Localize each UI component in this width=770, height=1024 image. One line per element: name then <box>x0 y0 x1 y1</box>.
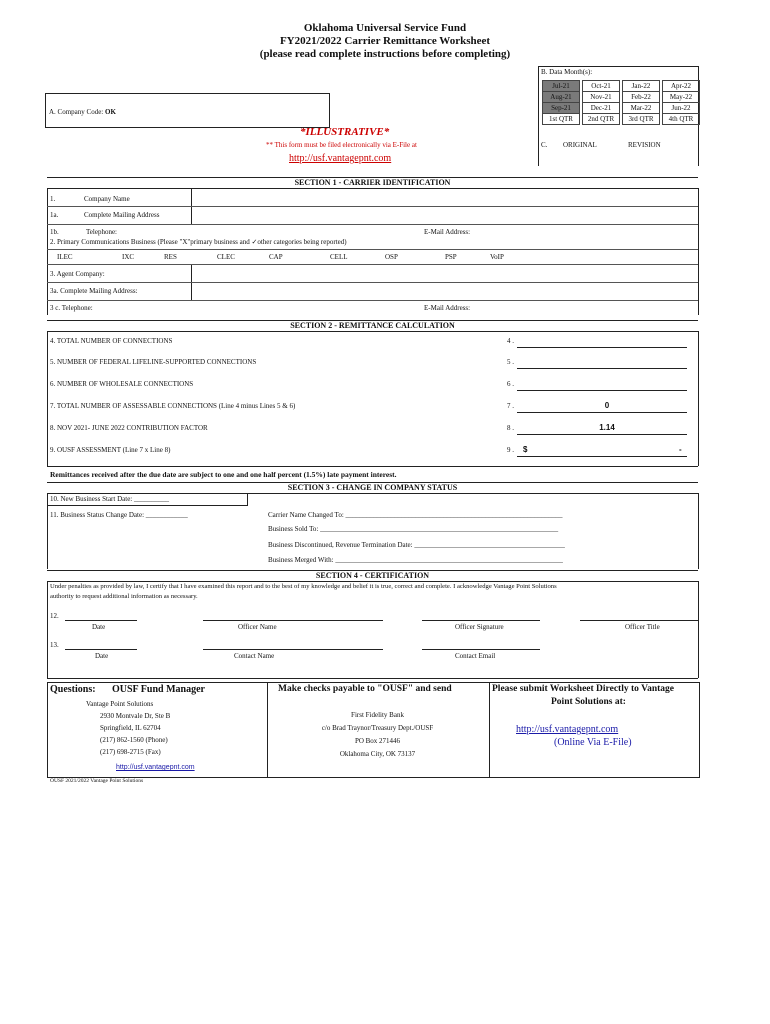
form-id: OUSF 2021/2022 Vantage Point Solutions <box>50 778 144 784</box>
row12-number: 12. <box>50 612 59 620</box>
primary-business-label: 2. Primary Communications Business (Please "X"primary business and ✓other categories being reported) <box>50 238 347 246</box>
category-clec[interactable]: CLEC <box>217 253 235 261</box>
submit-title-2: Point Solutions at: <box>551 697 626 707</box>
month-cell[interactable]: 1st QTR <box>542 113 580 125</box>
section4-bottom <box>47 678 698 679</box>
efile-note: ** This form must be filed electronically via E-File at <box>266 141 417 149</box>
line-label: 6. NUMBER OF WHOLESALE CONNECTIONS <box>50 380 194 388</box>
category-ixc[interactable]: IXC <box>122 253 135 261</box>
carrier-name-changed-field[interactable]: Carrier Name Changed To: ______________________________________________________________ <box>268 511 563 519</box>
section4-right-border <box>698 581 699 678</box>
questions-label: Questions: <box>50 684 96 695</box>
data-months-grid <box>542 80 698 132</box>
dot-leader <box>47 345 487 346</box>
month-cell[interactable]: Aug-21 <box>542 91 580 103</box>
bank-address-line: PO Box 271446 <box>354 737 401 745</box>
contact-date-line <box>65 649 137 650</box>
category-osp[interactable]: OSP <box>385 253 398 261</box>
email-label: E-Mail Address: <box>424 228 471 236</box>
section3-rule-v <box>247 493 248 506</box>
dot-leader <box>47 388 487 389</box>
date-line <box>65 620 137 621</box>
status-change-date-field[interactable]: 11. Business Status Change Date: ____________ <box>50 511 188 519</box>
month-cell[interactable]: May-22 <box>662 91 700 103</box>
line-number: 4 . <box>507 337 514 345</box>
value-line <box>517 390 687 391</box>
value-line <box>517 368 687 369</box>
line-value-input[interactable]: 1.14 <box>599 423 615 432</box>
original-option[interactable]: ORIGINAL <box>563 141 597 149</box>
month-cell[interactable]: Jan-22 <box>622 80 660 92</box>
months-top-border <box>538 66 698 67</box>
row1b-number: 1b. <box>50 228 59 236</box>
value-line <box>517 347 687 348</box>
line-number: 7 . <box>507 402 514 410</box>
business-merged-field[interactable]: Business Merged With: _________________________________________________________________ <box>268 556 563 564</box>
line-number: 9 . <box>507 446 514 454</box>
category-psp[interactable]: PSP <box>445 253 457 261</box>
dot-leader <box>47 454 487 455</box>
agent-company-input[interactable] <box>192 265 698 281</box>
late-payment-note: Remittances received after the due date are subject to one and one half percent (1.5%) late payment interest. <box>50 470 397 479</box>
revision-option[interactable]: REVISION <box>628 141 661 149</box>
new-business-date-field[interactable]: 10. New Business Start Date: __________ <box>50 495 169 503</box>
line-label: 4. TOTAL NUMBER OF CONNECTIONS <box>50 337 173 345</box>
vps-address-line: Vantage Point Solutions <box>86 700 154 708</box>
officer-signature-line <box>422 620 540 621</box>
section3-right-border <box>698 493 699 569</box>
section4-left-border <box>47 581 48 678</box>
dot-leader <box>47 366 487 367</box>
agent-address-label: 3a. Complete Mailing Address: <box>50 287 138 295</box>
months-left-border <box>538 66 539 166</box>
month-cell[interactable]: Nov-21 <box>582 91 620 103</box>
month-cell[interactable]: Sep-21 <box>542 102 580 114</box>
line-number: 6 . <box>507 380 514 388</box>
submit-note: (Online Via E-File) <box>554 737 632 748</box>
section2-title: SECTION 2 - REMITTANCE CALCULATION <box>47 320 698 332</box>
month-cell[interactable]: 2nd QTR <box>582 113 620 125</box>
row1-number: 1. <box>50 195 56 203</box>
illustrative-stamp: *ILLUSTRATIVE* <box>300 126 390 138</box>
fund-manager-label: OUSF Fund Manager <box>112 684 205 695</box>
dot-leader <box>47 432 487 433</box>
month-cell[interactable]: 4th QTR <box>662 113 700 125</box>
month-cell[interactable]: Apr-22 <box>662 80 700 92</box>
category-cap[interactable]: CAP <box>269 253 283 261</box>
section1-title: SECTION 1 - CARRIER IDENTIFICATION <box>47 177 698 189</box>
sig-date-label[interactable]: Date <box>92 623 106 631</box>
bank-address-line: Oklahoma City, OK 73137 <box>339 750 416 758</box>
c-label: C. <box>541 141 548 149</box>
form-title: Oklahoma Universal Service Fund <box>303 22 467 34</box>
month-cell[interactable]: Mar-22 <box>622 102 660 114</box>
mailing-address-input[interactable] <box>192 207 698 223</box>
contact-email-label[interactable]: Contact Email <box>455 652 496 660</box>
vps-link[interactable]: http://usf.vantagepnt.com <box>116 764 195 771</box>
row-line <box>47 224 698 225</box>
category-voip[interactable]: VoIP <box>490 253 504 261</box>
month-cell[interactable]: 3rd QTR <box>622 113 660 125</box>
section3-rule <box>47 505 247 506</box>
row-line <box>47 249 698 250</box>
month-cell[interactable]: Jul-21 <box>542 80 580 92</box>
line-label: 8. NOV 2021- JUNE 2022 CONTRIBUTION FACTOR <box>50 424 208 432</box>
submit-link[interactable]: http://usf.vantagepnt.com <box>516 724 619 735</box>
remittance-lines <box>47 331 698 466</box>
form-instructions-note: (please read complete instructions before completing) <box>259 48 511 60</box>
section4-title: SECTION 4 - CERTIFICATION <box>47 570 698 582</box>
section3-title: SECTION 3 - CHANGE IN COMPANY STATUS <box>47 482 698 494</box>
submit-title: Please submit Worksheet Directly to Vantage <box>492 684 674 694</box>
telephone-label: Telephone: <box>86 228 117 236</box>
company-code-value: OK <box>105 108 116 116</box>
mailing-address-label: Complete Mailing Address <box>84 211 160 219</box>
efile-link[interactable]: http://usf.vantagepnt.com <box>289 153 392 164</box>
section2-bottom <box>47 466 698 467</box>
agent-company-label: 3. Agent Company: <box>50 270 105 278</box>
bank-address-line: c/o Brad Traynor/Treasury Dept./OUSF <box>321 724 434 732</box>
line-label: 9. OUSF ASSESSMENT (Line 7 x Line 8) <box>50 446 171 454</box>
officer-title-label[interactable]: Officer Title <box>625 623 660 631</box>
row13-number: 13. <box>50 641 59 649</box>
section1-left-border <box>47 188 48 315</box>
month-cell[interactable]: Oct-21 <box>582 80 620 92</box>
company-name-label: Company Name <box>84 195 130 203</box>
currency-symbol: $ <box>523 445 528 454</box>
line-value-input[interactable]: - <box>679 445 682 454</box>
line-number: 5 . <box>507 358 514 366</box>
value-line <box>517 412 687 413</box>
dot-leader <box>47 410 487 411</box>
company-code-label: A. Company Code: <box>49 108 104 116</box>
value-line <box>517 434 687 435</box>
vps-address-line: (217) 862-1560 (Phone) <box>100 736 168 744</box>
vps-address-line: 2930 Montvale Dr, Ste B <box>100 712 171 720</box>
company-name-input[interactable] <box>192 189 698 205</box>
row1a-number: 1a. <box>50 211 59 219</box>
line-value-input[interactable]: 0 <box>604 401 610 410</box>
row-line <box>47 300 698 301</box>
officer-name-label[interactable]: Officer Name <box>238 623 277 631</box>
contact-name-label[interactable]: Contact Name <box>234 652 275 660</box>
company-code-field[interactable] <box>49 108 116 116</box>
contact-email-line <box>422 649 540 650</box>
business-discontinued-field[interactable]: Business Discontinued, Revenue Termination Date: ___________________________________________ <box>268 541 565 549</box>
line-label: 5. NUMBER OF FEDERAL LIFELINE-SUPPORTED CONNECTIONS <box>50 358 257 366</box>
category-cell[interactable]: CELL <box>330 253 348 261</box>
section1-right-border <box>698 188 699 315</box>
month-cell[interactable]: Feb-22 <box>622 91 660 103</box>
value-line <box>517 456 687 457</box>
agent-telephone-label: 3 c. Telephone: <box>50 304 93 312</box>
line-number: 8 . <box>507 424 514 432</box>
category-ilec[interactable]: ILEC <box>57 253 73 261</box>
section2-right-border <box>698 331 699 466</box>
contact-date-label[interactable]: Date <box>95 652 109 660</box>
vps-address-line: (217) 698-2715 (Fax) <box>100 748 161 756</box>
line-label: 7. TOTAL NUMBER OF ASSESSABLE CONNECTIONS (Line 4 minus Lines 5 & 6) <box>50 402 296 410</box>
category-res[interactable]: RES <box>164 253 177 261</box>
vps-address-line: Springfield, IL 62704 <box>100 724 161 732</box>
agent-email-label: E-Mail Address: <box>424 304 471 312</box>
data-months-label: B. Data Month(s): <box>541 68 593 76</box>
bank-address-line: First Fidelity Bank <box>351 711 404 719</box>
certification-text: Under penalties as provided by law, I certify that I have examined this report and to the best of my knowledge and belief it is true, correct and complete. I acknowledge Vantage Point Solutions <box>50 583 557 590</box>
officer-title-line <box>580 620 698 621</box>
agent-address-input[interactable] <box>192 283 698 299</box>
form-subtitle: FY2021/2022 Carrier Remittance Worksheet <box>279 35 491 47</box>
certification-text-2: authority to request additional information as necessary. <box>50 593 198 600</box>
contact-name-line <box>203 649 383 650</box>
officer-name-line <box>203 620 383 621</box>
month-cell[interactable]: Dec-21 <box>582 102 620 114</box>
checks-title: Make checks payable to "OUSF" and send <box>278 684 452 694</box>
month-cell[interactable]: Jun-22 <box>662 102 700 114</box>
business-sold-field[interactable]: Business Sold To: ____________________________________________________________________ <box>268 525 559 533</box>
officer-signature-label[interactable]: Officer Signature <box>455 623 504 631</box>
